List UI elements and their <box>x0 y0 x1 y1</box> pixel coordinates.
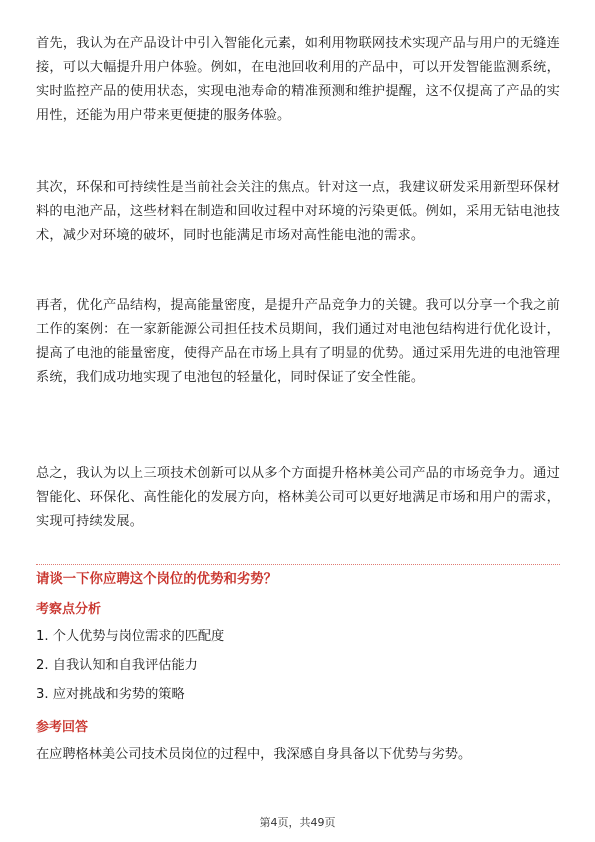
answer-heading: 参考回答 <box>36 720 89 735</box>
paragraph-fourth: 总之，我认为以上三项技术创新可以从多个方面提升格林美公司产品的市场竞争力。通过智能化、环保化、高性能化的发展方向，格林美公司可以更好地满足市场和用户的需求，实现可持续发展。 <box>36 466 560 529</box>
page-footer: 第4页，共49页 <box>259 816 336 829</box>
analysis-heading: 考察点分析 <box>36 602 102 617</box>
answer-text: 在应聘格林美公司技术员岗位的过程中，我深感自身具备以下优势与劣势。 <box>36 747 472 762</box>
section-divider <box>36 564 560 565</box>
analysis-item: 2. 自我认知和自我评估能力 <box>36 658 198 673</box>
paragraph-third: 再者，优化产品结构，提高能量密度，是提升产品竞争力的关键。我可以分享一个我之前工作的案例：在一家新能源公司担任技术员期间，我们通过对电池包结构进行优化设计，提高了电池的能量密度，使得产品在市场上具有了明显的优势。通过采用先进的电池管理系统，我们成功地实现了电池包的轻量化，同时保证了安全性能。 <box>36 298 560 385</box>
paragraph-second: 其次，环保和可持续性是当前社会关注的焦点。针对这一点，我建议研发采用新型环保材料的电池产品，这些材料在制造和回收过程中对环境的污染更低。例如，采用无钴电池技术，减少对环境的破坏，同时也能满足市场对高性能电池的需求。 <box>36 180 560 243</box>
paragraph-first: 首先，我认为在产品设计中引入智能化元素，如利用物联网技术实现产品与用户的无缝连接，可以大幅提升用户体验。例如，在电池回收利用的产品中，可以开发智能监测系统，实时监控产品的使用状态，实现电池寿命的精准预测和维护提醒，这不仅提高了产品的实用性，还能为用户带来更便捷的服务体验。 <box>36 36 560 123</box>
analysis-item: 1. 个人优势与岗位需求的匹配度 <box>36 629 225 644</box>
analysis-item: 3. 应对挑战和劣势的策略 <box>36 687 185 702</box>
interview-question: 请谈一下你应聘这个岗位的优势和劣势？ <box>36 572 278 587</box>
